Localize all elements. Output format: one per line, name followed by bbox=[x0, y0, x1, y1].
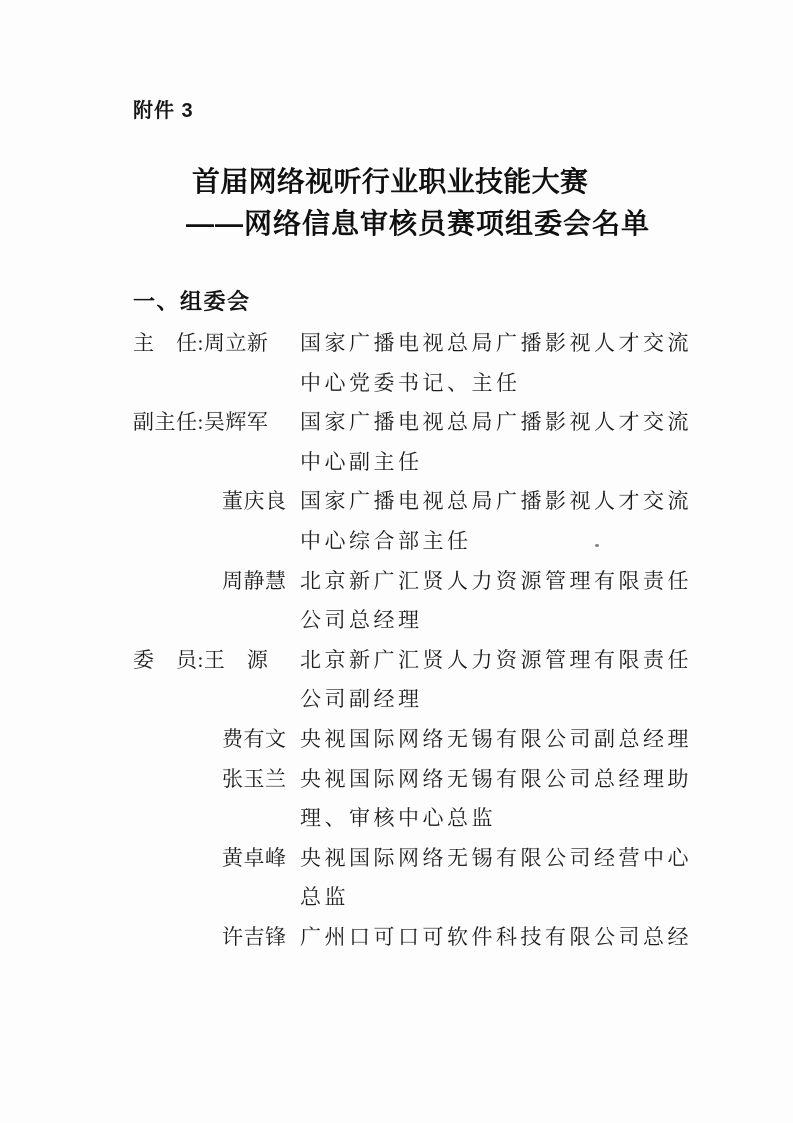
committee-entry bbox=[133, 720, 713, 760]
entry-name: 吴辉军 bbox=[203, 410, 269, 435]
entry-name: 费有文 bbox=[222, 726, 287, 751]
entry-role: 委 员: bbox=[133, 647, 204, 672]
entry-name: 董庆良 bbox=[222, 489, 287, 514]
entry-role-name bbox=[133, 403, 300, 443]
entry-role-name bbox=[133, 918, 300, 958]
entry-role-name bbox=[133, 720, 300, 760]
committee-entry bbox=[133, 839, 713, 918]
entry-description: 央视国际网络无锡有限公司经营中心总监 bbox=[300, 845, 692, 910]
entry-description: 央视国际网络无锡有限公司副总经理 bbox=[300, 726, 692, 751]
entry-description: 广州口可口可软件科技有限公司总经 bbox=[300, 924, 692, 949]
entry-description: 北京新广汇贤人力资源管理有限责任公司总经理 bbox=[300, 568, 692, 633]
entry-role-name bbox=[133, 760, 300, 800]
entry-description: 国家广播电视总局广播影视人才交流中心综合部主任 bbox=[300, 489, 692, 553]
entry-description: 国家广播电视总局广播影视人才交流中心副主任 bbox=[300, 410, 692, 474]
scan-speck-artifact bbox=[595, 544, 599, 547]
entry-role-name bbox=[133, 324, 300, 364]
committee-list bbox=[133, 324, 713, 958]
entry-name: 王 源 bbox=[203, 647, 269, 672]
entry-description: 北京新广汇贤人力资源管理有限责任公司副经理 bbox=[300, 647, 692, 712]
entry-role: 副主任: bbox=[133, 410, 204, 435]
committee-entry bbox=[133, 324, 713, 403]
entry-role-name bbox=[133, 562, 300, 602]
entry-description: 国家广播电视总局广播影视人才交流中心党委书记、主任 bbox=[300, 331, 692, 395]
entry-name: 黄卓峰 bbox=[222, 845, 287, 870]
entry-name: 张玉兰 bbox=[222, 766, 287, 791]
entry-role-name bbox=[133, 839, 300, 879]
committee-entry bbox=[133, 760, 713, 839]
attachment-label: 附件 3 bbox=[133, 100, 194, 122]
entry-role-name bbox=[133, 482, 300, 522]
entry-name: 许吉锋 bbox=[222, 924, 287, 949]
entry-role: 主 任: bbox=[133, 331, 204, 355]
entry-description: 央视国际网络无锡有限公司总经理助理、审核中心总监 bbox=[300, 766, 692, 831]
committee-entry bbox=[133, 482, 713, 561]
committee-entry bbox=[133, 641, 713, 720]
document-title-line1: 首届网络视听行业职业技能大赛 bbox=[192, 166, 589, 197]
entry-role-name bbox=[133, 641, 300, 681]
committee-entry bbox=[133, 918, 713, 958]
entry-name: 周静慧 bbox=[222, 568, 287, 593]
section-heading: 一、组委会 bbox=[133, 289, 251, 314]
committee-entry bbox=[133, 562, 713, 641]
committee-entry bbox=[133, 403, 713, 482]
document-title-line2: ——网络信息审核员赛项组委会名单 bbox=[186, 208, 651, 239]
entry-name: 周立新 bbox=[203, 331, 269, 355]
